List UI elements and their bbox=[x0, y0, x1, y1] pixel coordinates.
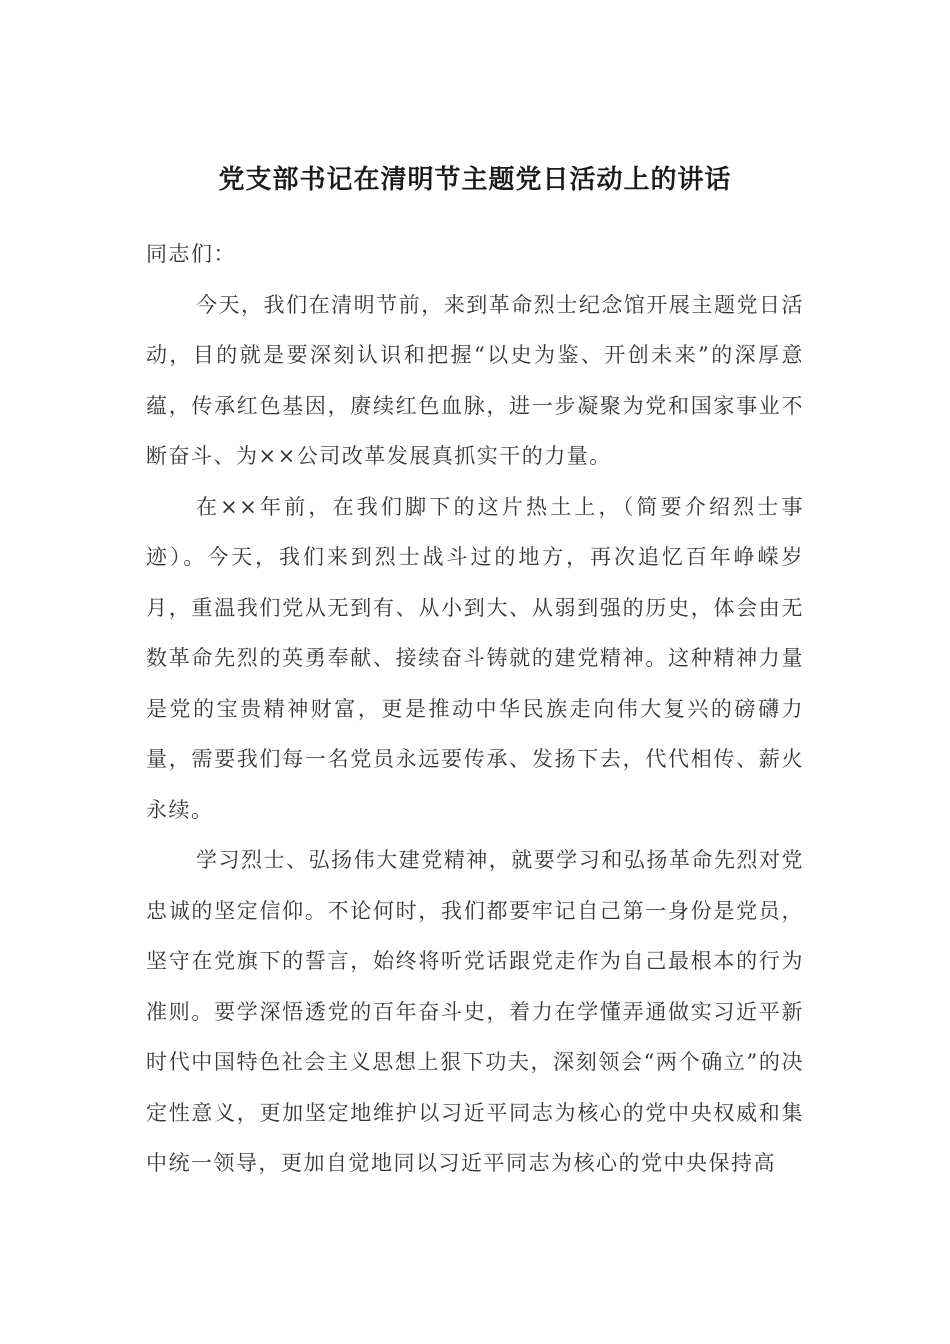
salutation: 同志们： bbox=[146, 242, 236, 266]
document-body bbox=[146, 229, 804, 1189]
paragraph-1: 今天，我们在清明节前，来到革命烈士纪念馆开展主题党日活动，目的就是要深刻认识和把握“以史为鉴、开创未来”的深厚意蕴，传承红色基因，赓续红色血脉，进一步凝聚为党和国家事业不断奋斗、为××公司改革发展真抓实干的力量。 bbox=[146, 292, 804, 468]
document-title: 党支部书记在清明节主题党日活动上的讲话 bbox=[218, 165, 732, 195]
paragraph-3: 学习烈士、弘扬伟大建党精神，就要学习和弘扬革命先烈对党忠诚的坚定信仰。不论何时，我们都要牢记自己第一身份是党员，坚守在党旗下的誓言，始终将听党话跟党走作为自己最根本的行为准则。要学深悟透党的百年奋斗史，着力在学懂弄通做实习近平新时代中国特色社会主义思想上狠下功夫，深刻领会“两个确立”的决定性意义，更加坚定地维护以习近平同志为核心的党中央权威和集中统一领导，更加自觉地同以习近平同志为核心的党中央保持高 bbox=[146, 848, 804, 1175]
paragraph-2: 在××年前，在我们脚下的这片热土上，（简要介绍烈士事迹）。今天，我们来到烈士战斗过的地方，再次追忆百年峥嵘岁月，重温我们党从无到有、从小到大、从弱到强的历史，体会由无数革命先烈的英勇奉献、接续奋斗铸就的建党精神。这种精神力量是党的宝贵精神财富，更是推动中华民族走向伟大复兴的磅礴力量，需要我们每一名党员永远要传承、发扬下去，代代相传、薪火永续。 bbox=[146, 494, 804, 822]
